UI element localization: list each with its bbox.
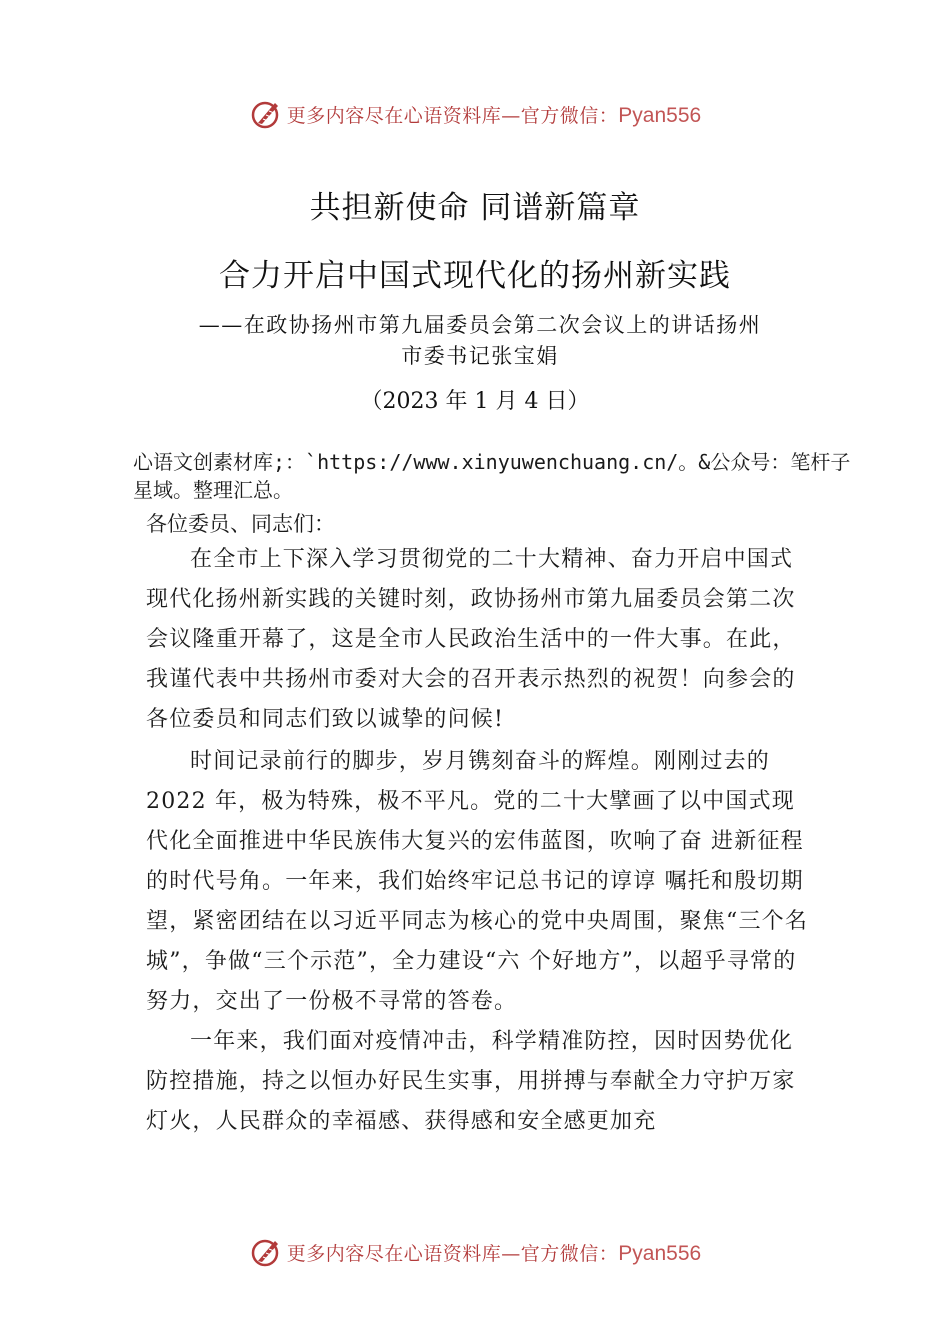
body-paragraph: 时间记录前行的脚步，岁月镌刻奋斗的辉煌。刚刚过去的 2022 年，极为特殊，极不平凡。党的二十大擘画了以中国式现代化全面推进中华民族伟大复兴的宏伟蓝图，吹响了奋 进新征程的时代号角。一年来，我们始终牢记总书记的谆谆 嘱托和殷切期望，紧密团结在以习近平同志为核心的党中央周围，聚焦“三个名城”，争做“三个示范”，全力建设“六 个好地方”，以超乎寻常的努力，交出了一份极不寻常的答卷。 [146,749,809,1014]
watermark-text: 更多内容尽在心语资料库—官方微信：Pyan556 [286,1241,702,1265]
document-subtitle: ——在政协扬州市第九届委员会第二次会议上的讲话扬州市委书记张宝娟 [198,313,762,368]
feather-seal-icon [249,97,283,131]
body-paragraph: 一年来，我们面对疫情冲击，科学精准防控，因时因势优化防控措施，持之以恒办好民生实事，用拼搏与奉献全力守护万家灯火，人民群众的幸福感、获得感和安全感更加充 [146,1029,796,1134]
feather-seal-icon [249,1235,283,1269]
source-note: 心语文创素材库;：`https://www.xinyuwenchuang.cn/。&公众号：笔杆子星域。整理汇总。 [133,450,851,502]
document-date: （2023 年 1 月 4 日） [360,389,590,414]
watermark-text: 更多内容尽在心语资料库—官方微信：Pyan556 [286,103,702,127]
document-title-line2: 合力开启中国式现代化的扬州新实践 [219,258,731,294]
footer-watermark [0,1230,950,1274]
header-watermark [0,92,950,136]
salutation: 各位委员、同志们： [146,512,335,536]
body-paragraph: 在全市上下深入学习贯彻党的二十大精神、奋力开启中国式现代化扬州新实践的关键时刻，政协扬州市第九届委员会第二次会议隆重开幕了，这是全市人民政治生活中的一件大事。在此，我谨代表中共扬州市委对大会的召开表示热烈的祝贺！向参会的各位委员和同志们致以诚挚的问候! [146,547,796,732]
document-title-line1: 共担新使命 同谱新篇章 [309,190,641,226]
